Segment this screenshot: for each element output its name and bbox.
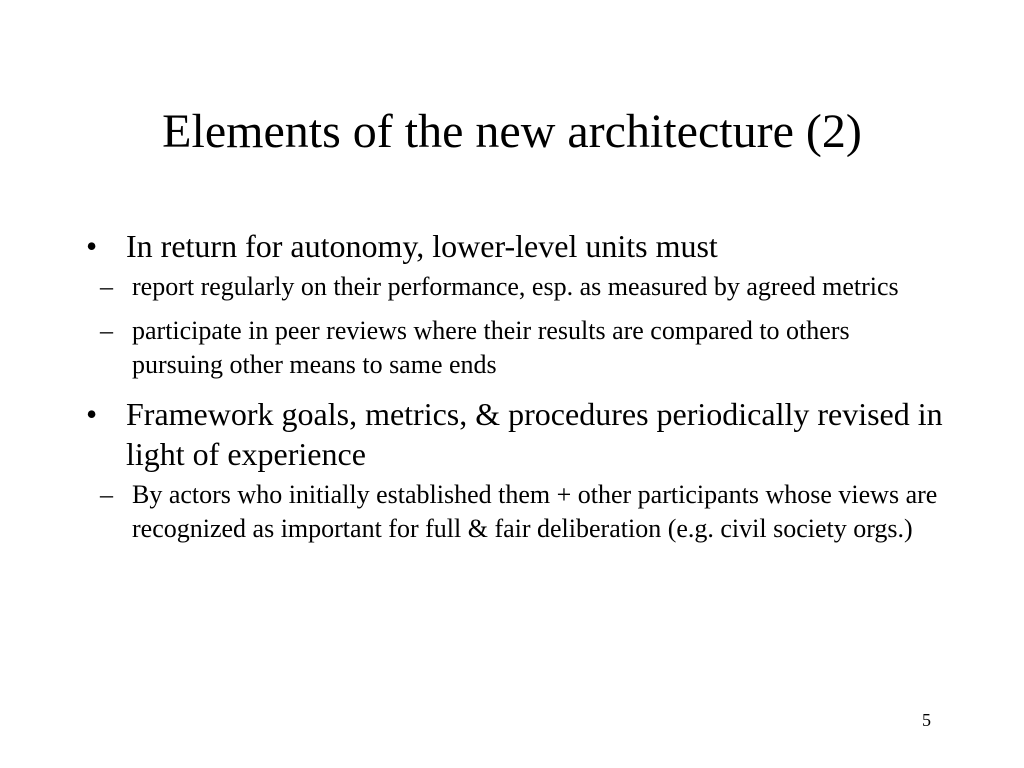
sub-bullet-text: participate in peer reviews where their results are compared to others pursuing other means to same ends bbox=[132, 316, 850, 379]
bullet-text: Framework goals, metrics, & procedures periodically revised in light of experience bbox=[126, 396, 943, 472]
sub-bullet-list bbox=[86, 478, 946, 546]
slide-title: Elements of the new architecture (2) bbox=[162, 105, 862, 158]
sub-bullet-text: By actors who initially established them + other participants whose views are recognized as important for full & fair deliberation (e.g. civil society orgs.) bbox=[132, 480, 938, 543]
sub-bullet-item bbox=[86, 314, 946, 382]
sub-bullet-list bbox=[86, 270, 946, 382]
bullet-marker: • bbox=[86, 396, 98, 432]
dash-marker: – bbox=[100, 316, 113, 345]
dash-marker: – bbox=[100, 480, 113, 509]
bullet-list bbox=[86, 226, 946, 546]
sub-bullet-item bbox=[86, 478, 946, 546]
bullet-text: In return for autonomy, lower-level units must bbox=[126, 228, 718, 264]
page-number: 5 bbox=[922, 710, 931, 730]
sub-bullet-item bbox=[86, 270, 946, 304]
sub-bullet-text: report regularly on their performance, esp. as measured by agreed metrics bbox=[132, 272, 899, 301]
bullet-marker: • bbox=[86, 228, 98, 264]
dash-marker: – bbox=[100, 272, 113, 301]
bullet-item bbox=[86, 226, 946, 266]
bullet-item bbox=[86, 394, 946, 474]
